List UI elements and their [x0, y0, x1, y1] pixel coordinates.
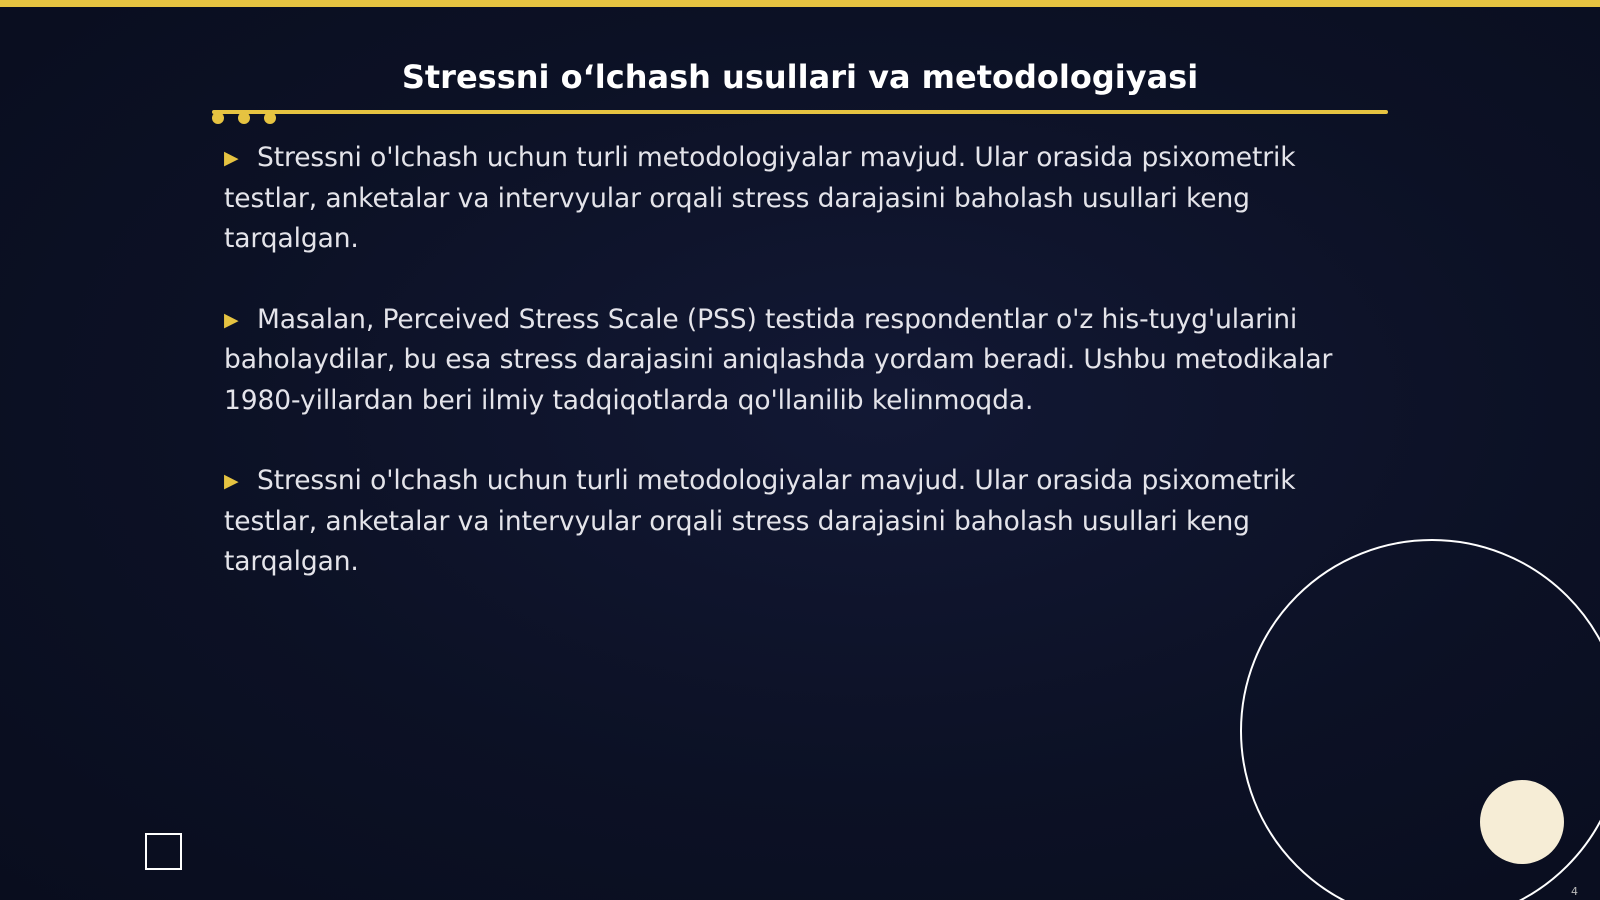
decorative-filled-circle: [1480, 780, 1564, 864]
bullet-item: [224, 300, 1364, 422]
bullet-text: Stressni o'lchash uchun turli metodologiyalar mavjud. Ular orasida psixometrik testlar, anketalar va intervyular orqali stress darajasini baholash usullari keng tarqalgan.: [224, 142, 1296, 254]
triangle-right-icon: ▶: [224, 470, 239, 492]
bullet-list: [224, 138, 1364, 623]
bullet-item: [224, 138, 1364, 260]
top-accent-stripe: [0, 0, 1600, 7]
page-number: 4: [1571, 885, 1578, 898]
bullet-text: Masalan, Perceived Stress Scale (PSS) testida respondentlar o'z his-tuyg'ularini baholaydilar, bu esa stress darajasini aniqlashda yordam beradi. Ushbu metodikalar 1980-yillardan beri ilmiy tadqiqotlarda qo'llanilib kelinmoqda.: [224, 303, 1333, 416]
decorative-dot: [212, 112, 224, 124]
triangle-right-icon: ▶: [224, 147, 239, 169]
decorative-dots: [212, 112, 276, 124]
title-underline: [212, 110, 1388, 114]
decorative-dot: [264, 112, 276, 124]
decorative-dot: [238, 112, 250, 124]
bullet-item: [224, 461, 1364, 583]
decorative-square-outline: [145, 833, 182, 870]
slide-title: Stressni oʻlchash usullari va metodologiyasi: [401, 58, 1199, 96]
triangle-right-icon: ▶: [224, 308, 239, 331]
bullet-text: Stressni o'lchash uchun turli metodologiyalar mavjud. Ular orasida psixometrik testlar, anketalar va intervyular orqali stress darajasini baholash usullari keng tarqalgan.: [224, 465, 1296, 577]
